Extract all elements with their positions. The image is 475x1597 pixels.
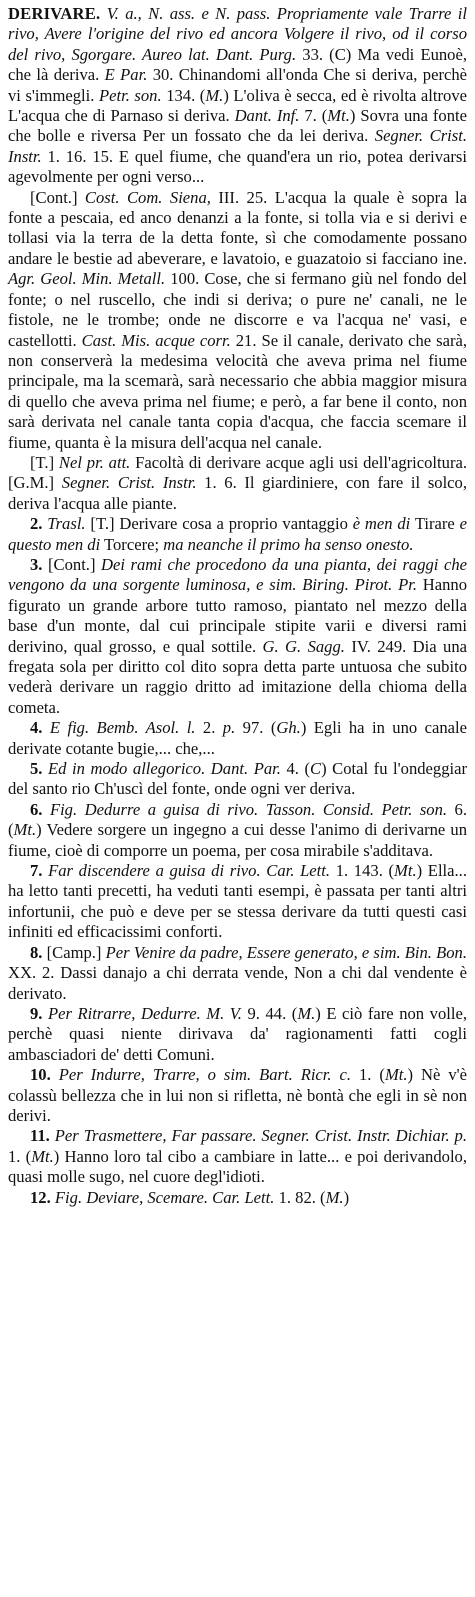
italic-text: G. G. Sagg.: [262, 636, 345, 656]
sense-number: 9.: [30, 1003, 43, 1023]
italic-text: Mt.: [384, 1065, 408, 1085]
body-text: 33. (C) Ma vedi Eunoè, che là deriva.: [8, 44, 467, 85]
sense-number: 11.: [30, 1126, 50, 1146]
italic-text: Fig. Deviare, Scemare. Car. Lett.: [50, 1187, 275, 1207]
body-text: [Cont.]: [30, 187, 85, 207]
italic-text: Cast. Mis. acque corr.: [81, 330, 231, 350]
body-text: III. 25. L'acqua la quale è sopra la fonte a pescaia, ed anco denanzi a la fonte, si tolla via e si derivi e tollasi via la terra de la detta fonte, sì che comodamente possano andare le bestie ad abeverare, e lavatoio, e guazatoio si facciano ine.: [8, 187, 467, 268]
body-text: Hanno figurato un grande arbore tutto ramoso, piantato nel mezzo della base d'un monte, dal cui principale stipite varii e diversi rami derivino, qual grosso, e qual sottile.: [8, 575, 467, 656]
italic-text: Cost. Com. Siena,: [84, 187, 211, 207]
body-text: ) Vedere sorgere un ingegno a cui desse l'animo di derivarne un fiume, cioè di comporre un poema, per cosa mirabile s'additava.: [8, 820, 467, 860]
italic-text: Per Trasmettere, Far passare. Segner. Crist. Instr. Dichiar. p.: [49, 1126, 467, 1146]
italic-text: E fig. Bemb. Asol. l.: [42, 718, 196, 738]
italic-text: Fig. Dedurre a guisa di rivo. Tasson. Consid. Petr. son.: [42, 799, 448, 819]
body-text: 1. 82. (: [274, 1187, 326, 1207]
body-text: XX. 2. Dassi danajo a chi derrata vende, Non a chi dal vendente è derivato.: [8, 963, 467, 1003]
italic-text: M.: [297, 1003, 316, 1023]
body-text: 1. 16. 15. E quel fiume, che quand'era un rio, potea derivarsi agevolmente per ogni verso...: [8, 146, 467, 187]
body-text: 7. (: [299, 106, 328, 126]
italic-text: Trasl.: [42, 514, 86, 534]
body-text: [Cont.]: [42, 554, 102, 574]
italic-text: e questo men di: [8, 514, 467, 554]
body-text: [T.]: [30, 452, 59, 472]
body-text: 21. Se il canale, derivato che sarà, non conserverà la medesima velocità che aveva prima nel fiume principale, ma la scemarà, sarà necessario che abbia maggior misura di quello che aveva prima nel fiume; e però, a far bene il conto, non sarà derivata nel canale tanta copia d'acqua, che faccia scemare il fiume, quanta è la misura dell'acqua nel canale.: [8, 330, 467, 452]
headword: DERIVARE.: [8, 4, 101, 23]
italic-text: Per Indurre, Trarre, o sim. Bart. Ricr. c.: [50, 1065, 352, 1085]
entry-paragraph-1: [8, 188, 467, 453]
sense-number: 10.: [30, 1065, 51, 1085]
italic-text: Gh.: [276, 718, 301, 738]
body-text: 1. 6. Il giardiniere, con fare il solco, deriva l'acqua alle piante.: [8, 473, 467, 513]
italic-text: C: [310, 759, 322, 779]
body-text: 6. (: [8, 799, 467, 840]
italic-text: Mt.: [13, 820, 37, 840]
body-text: [T.] Derivare cosa a proprio vantaggio: [85, 514, 353, 534]
body-text: Tirare: [410, 514, 460, 534]
italic-text: Dei rami che procedono da una pianta, dei raggi che vengono da una sorgente luminosa, e sim. Biring. Pirot. Pr.: [8, 554, 467, 595]
sense-number: 6.: [30, 799, 43, 819]
entry-paragraph-12: [8, 1126, 467, 1187]
entry-paragraph-10: [8, 1004, 467, 1065]
body-text: 4. (: [280, 759, 310, 779]
italic-text: M.: [205, 85, 224, 105]
italic-text: Per Ritrarre, Dedurre. M. V.: [42, 1003, 242, 1023]
body-text: ) L'oliva è secca, ed è rivolta altrove L'acqua che di Parnaso si deriva.: [8, 85, 468, 126]
sense-number: 5.: [30, 759, 43, 779]
entry-paragraph-2: [8, 453, 467, 514]
italic-text: Per Venire da padre, Essere generato, e sim. Bin. Bon.: [105, 942, 467, 962]
body-text: Torcere;: [100, 534, 164, 554]
italic-text: M.: [325, 1187, 344, 1207]
italic-text: Mt.: [394, 861, 417, 881]
sense-number: 4.: [30, 718, 43, 738]
body-text: ): [343, 1187, 350, 1207]
entry-paragraph-9: [8, 943, 467, 1004]
italic-text: Agr. Geol. Min. Metall.: [8, 269, 166, 289]
entry-paragraph-7: [8, 800, 467, 861]
body-text: Facoltà di derivare acque agli usi dell'agricoltura. [G.M.]: [8, 452, 467, 493]
italic-text: Ed in modo allegorico. Dant. Par.: [42, 759, 281, 779]
body-text: ) Egli ha in uno canale derivate cotante bugie,... che,...: [8, 718, 467, 758]
dictionary-entry-derivare: [8, 4, 467, 1208]
italic-text: E Par.: [104, 65, 148, 85]
entry-paragraph-5: [8, 718, 467, 759]
body-text: ) E ciò fare non volle, perchè quasi niente dirivava da' ragionamenti fatti cogli ambasciadori de' detti Comuni.: [8, 1003, 467, 1064]
body-text: IV. 249. Dia una fregata sola per diritto col dito sopra detta parte untuosa che subito vederà derivare un raggio dritto ad imitazione della chioma della cometa.: [8, 636, 468, 717]
italic-text: Dant. Inf.: [234, 106, 300, 126]
body-text: 1. 143. (: [330, 861, 395, 881]
entry-paragraph-8: [8, 861, 467, 943]
body-text: ) Ella... ha letto tanti precetti, ha veduti tanti esempi, è passata per tanti altri infortunii, che può e deve per se stessa derivare da tutti questi casi infiniti ed efficacissimi conforti.: [8, 861, 467, 942]
body-text: 2.: [195, 718, 223, 738]
body-text: 1. (: [8, 1146, 32, 1166]
entry-paragraph-0: [8, 4, 467, 188]
entry-paragraph-3: [8, 514, 467, 555]
body-text: 30. Chinandomi all'onda Che si deriva, perchè vi s'immegli.: [8, 65, 468, 105]
entry-paragraph-4: [8, 555, 467, 718]
sense-number: 12.: [30, 1187, 51, 1207]
body-text: 134. (: [161, 85, 206, 105]
sense-number: 8.: [30, 942, 43, 962]
italic-text: Mt.: [31, 1146, 54, 1166]
italic-text: Segner. Crist. Instr.: [61, 473, 197, 493]
italic-text: Nel pr. att.: [58, 452, 131, 472]
entry-paragraph-11: [8, 1065, 467, 1126]
body-text: 1. (: [351, 1065, 385, 1085]
italic-text: ma neanche il primo ha senso onesto.: [163, 534, 414, 554]
body-text: ) Nè v'è colassù bellezza che in lui non si rifletta, nè bontà che egli in sè non derivi.: [8, 1065, 467, 1125]
sense-number: 3.: [30, 554, 43, 574]
italic-text: Segner. Crist. Instr.: [8, 126, 467, 166]
body-text: 97. (: [235, 718, 277, 738]
body-text: ) Hanno loro tal cibo a cambiare in latte... e poi derivandolo, quasi molle sugo, nel cuore degl'idioti.: [8, 1146, 467, 1187]
entry-paragraph-13: [8, 1188, 467, 1208]
sense-number: 2.: [30, 514, 43, 534]
body-text: ) Sovra una fonte che bolle e riversa Per un fossato che da lei deriva.: [8, 106, 467, 146]
sense-number: 7.: [30, 861, 43, 881]
body-text: 100. Cose, che si fermano giù nel fondo del fonte; o nel ruscello, che indi si deriva; o pure ne' canali, ne le fistole, ne le trombe; onde ne discorre e va l'acqua ne' vasi, e castellotti.: [8, 269, 467, 350]
italic-text: V. a., N. ass. e N. pass. Propriamente vale Trarre il rivo, Avere l'origine del rivo ed ancora Volgere il rivo, od il corso del rivo, Sgorgare. Aureo lat. Dant. Purg.: [8, 4, 467, 64]
italic-text: Far discendere a guisa di rivo. Car. Lett.: [42, 861, 331, 881]
body-text: ) Cotal fu l'ondeggiar del santo rio Ch'uscì del fonte, onde ogni ver deriva.: [8, 759, 467, 799]
entry-paragraph-6: [8, 759, 467, 800]
body-text: 9. 44. (: [241, 1003, 298, 1023]
body-text: [Camp.]: [42, 942, 106, 962]
italic-text: è men di: [352, 514, 411, 534]
italic-text: p.: [222, 718, 236, 738]
italic-text: Mt.: [327, 106, 350, 126]
italic-text: Petr. son.: [98, 85, 162, 105]
